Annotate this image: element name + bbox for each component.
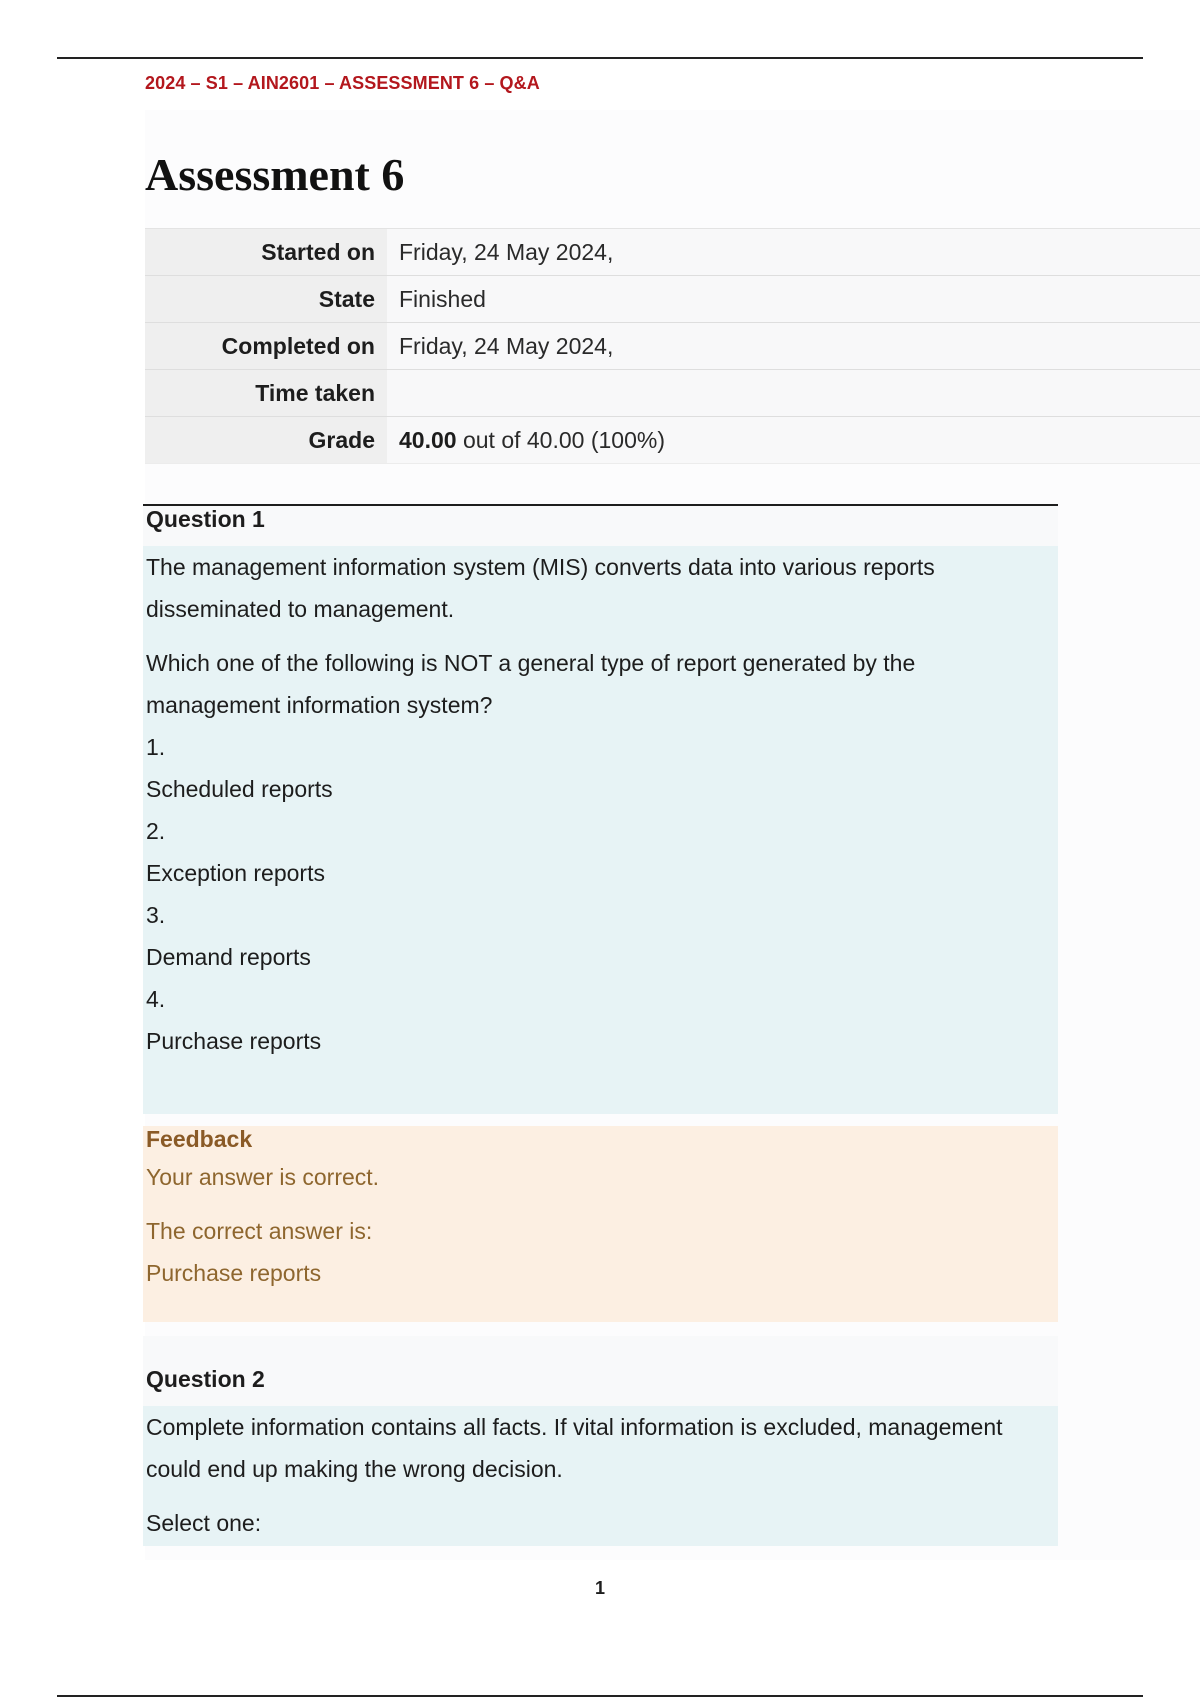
question-prompt: Which one of the following is NOT a general type of report generated by the bbox=[146, 650, 916, 676]
answer-option-1[interactable] bbox=[146, 726, 1058, 810]
option-label: Demand reports bbox=[146, 944, 311, 970]
question-2-heading bbox=[143, 1336, 1058, 1406]
option-number: 3. bbox=[146, 902, 166, 928]
question-prompt: management information system? bbox=[146, 692, 493, 718]
attempt-summary-table bbox=[145, 228, 1200, 464]
question-1-body bbox=[143, 546, 1058, 1114]
grade-out-of: out of 40.00 (100%) bbox=[456, 426, 665, 453]
document-header: 2024 – S1 – AIN2601 – ASSESSMENT 6 – Q&A bbox=[145, 73, 540, 93]
top-rule bbox=[57, 57, 1143, 59]
summary-row-time-taken bbox=[145, 370, 1200, 417]
bottom-rule bbox=[57, 1695, 1143, 1697]
question-2-body bbox=[143, 1406, 1058, 1546]
feedback-title: Feedback bbox=[146, 1126, 253, 1152]
summary-label: Started on bbox=[145, 229, 387, 276]
question-1-feedback bbox=[143, 1126, 1058, 1322]
summary-row-state bbox=[145, 276, 1200, 323]
answer-option-4[interactable] bbox=[146, 978, 1058, 1062]
summary-row-started-on bbox=[145, 229, 1200, 276]
summary-value bbox=[387, 370, 1200, 417]
option-label: Scheduled reports bbox=[146, 776, 333, 802]
grade-score: 40.00 bbox=[399, 426, 457, 453]
question-text: Complete information contains all facts. If vital information is excluded, management bbox=[146, 1414, 1003, 1440]
option-number: 4. bbox=[146, 986, 166, 1012]
question-heading-text: Question 2 bbox=[146, 1366, 265, 1392]
summary-label: State bbox=[145, 276, 387, 323]
question-text: could end up making the wrong decision. bbox=[146, 1456, 563, 1482]
feedback-correct-label: The correct answer is: bbox=[146, 1218, 373, 1244]
answer-option-2[interactable] bbox=[146, 810, 1058, 894]
option-number: 2. bbox=[146, 818, 166, 844]
feedback-result: Your answer is correct. bbox=[146, 1164, 380, 1190]
summary-value: Friday, 24 May 2024, bbox=[387, 229, 1200, 276]
question-text: The management information system (MIS) converts data into various reports bbox=[146, 554, 935, 580]
summary-label: Grade bbox=[145, 417, 387, 464]
summary-value bbox=[387, 417, 1200, 464]
summary-row-completed-on bbox=[145, 323, 1200, 370]
summary-label: Completed on bbox=[145, 323, 387, 370]
option-label: Exception reports bbox=[146, 860, 325, 886]
summary-label: Time taken bbox=[145, 370, 387, 417]
question-heading-text: Question 1 bbox=[146, 506, 265, 532]
answer-option-3[interactable] bbox=[146, 894, 1058, 978]
question-prompt: Select one: bbox=[146, 1510, 262, 1536]
page-title: Assessment 6 bbox=[145, 149, 405, 200]
page-number: 1 bbox=[594, 1578, 605, 1598]
summary-row-grade bbox=[145, 417, 1200, 464]
option-number: 1. bbox=[146, 734, 166, 760]
summary-value: Finished bbox=[387, 276, 1200, 323]
summary-value: Friday, 24 May 2024, bbox=[387, 323, 1200, 370]
feedback-correct-answer: Purchase reports bbox=[146, 1260, 322, 1286]
question-text: disseminated to management. bbox=[146, 596, 455, 622]
option-label: Purchase reports bbox=[146, 1028, 322, 1054]
question-1-heading bbox=[143, 506, 1058, 546]
